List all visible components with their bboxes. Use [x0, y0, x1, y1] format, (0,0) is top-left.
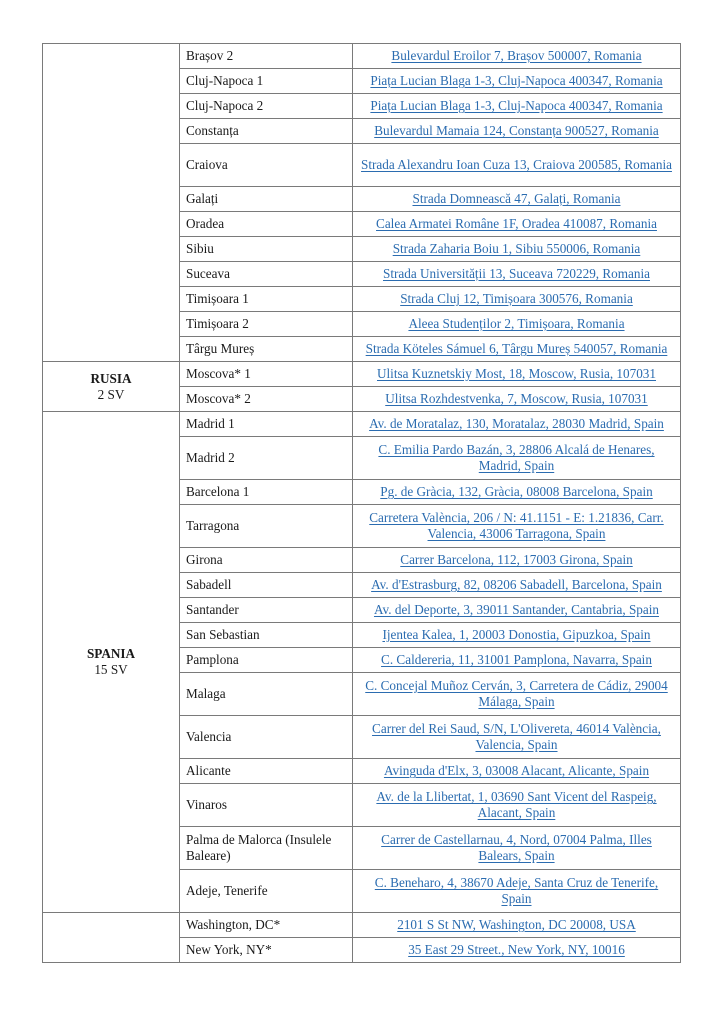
address-cell [353, 623, 681, 648]
address-link[interactable]: Aleea Studenților 2, Timișoara, Romania [408, 316, 625, 331]
address-link[interactable]: Piața Lucian Blaga 1-3, Cluj-Napoca 400347, Romania [370, 73, 663, 88]
consulates-table [42, 43, 681, 963]
city-cell: Palma de Malorca (Insulele Baleare) [180, 827, 353, 870]
city-cell: Craiova [180, 144, 353, 187]
address-cell [353, 144, 681, 187]
city-cell: Oradea [180, 212, 353, 237]
city-cell: Cluj-Napoca 2 [180, 94, 353, 119]
city-cell: Girona [180, 548, 353, 573]
address-cell [353, 827, 681, 870]
city-cell: Constanța [180, 119, 353, 144]
city-cell: Barcelona 1 [180, 480, 353, 505]
address-cell [353, 119, 681, 144]
address-link[interactable]: Strada Universității 13, Suceava 720229, Romania [383, 266, 650, 281]
address-link[interactable]: C. Concejal Muñoz Cerván, 3, Carretera de Cádiz, 29004 Málaga, Spain [365, 678, 668, 709]
city-cell: San Sebastian [180, 623, 353, 648]
city-cell: Timișoara 1 [180, 287, 353, 312]
table-row [43, 412, 681, 437]
address-link[interactable]: C. Emilia Pardo Bazán, 3, 28806 Alcalá de Henares, Madrid, Spain [378, 442, 655, 473]
address-link[interactable]: C. Caldereria, 11, 31001 Pamplona, Navarra, Spain [381, 652, 652, 667]
address-link[interactable]: Strada Cluj 12, Timișoara 300576, Romania [400, 291, 633, 306]
address-link[interactable]: Piața Lucian Blaga 1-3, Cluj-Napoca 400347, Romania [370, 98, 663, 113]
address-link[interactable]: Av. d'Estrasburg, 82, 08206 Sabadell, Barcelona, Spain [371, 577, 662, 592]
city-cell: Madrid 1 [180, 412, 353, 437]
address-link[interactable]: Carrer del Rei Saud, S/N, L'Olivereta, 46014 València, Valencia, Spain [372, 721, 661, 752]
address-link[interactable]: C. Beneharo, 4, 38670 Adeje, Santa Cruz de Tenerife, Spain [374, 875, 659, 906]
address-link[interactable]: Carretera València, 206 / N: 41.1151 - E: 1.21836, Carr. Valencia, 43006 Tarragona, Spain [369, 510, 664, 541]
address-cell [353, 287, 681, 312]
address-link[interactable]: Bulevardul Mamaia 124, Constanța 900527, Romania [374, 123, 659, 138]
address-cell [353, 480, 681, 505]
address-cell [353, 870, 681, 913]
city-cell: Sabadell [180, 573, 353, 598]
city-cell: Galați [180, 187, 353, 212]
address-link[interactable]: Ijentea Kalea, 1, 20003 Donostia, Gipuzkoa, Spain [382, 627, 651, 642]
address-link[interactable]: Pg. de Gràcia, 132, Gràcia, 08008 Barcelona, Spain [380, 484, 653, 499]
address-link[interactable]: Av. del Deporte, 3, 39011 Santander, Cantabria, Spain [373, 602, 659, 617]
address-link[interactable]: Strada Alexandru Ioan Cuza 13, Craiova 200585, Romania [361, 157, 672, 172]
address-link[interactable]: Avinguda d'Elx, 3, 03008 Alacant, Alicante, Spain [383, 763, 650, 778]
address-link[interactable]: Strada Köteles Sámuel 6, Târgu Mureș 540057, Romania [365, 341, 668, 356]
address-link[interactable]: Carrer Barcelona, 112, 17003 Girona, Spain [400, 552, 633, 567]
address-cell [353, 187, 681, 212]
table-row [43, 44, 681, 69]
address-cell [353, 337, 681, 362]
address-link[interactable]: Ulitsa Kuznetskiy Most, 18, Moscow, Rusia, 107031 [376, 366, 656, 381]
city-cell: Washington, DC* [180, 913, 353, 938]
address-cell [353, 784, 681, 827]
consulate-count: 2 SV [97, 386, 125, 402]
city-cell: New York, NY* [180, 938, 353, 963]
city-cell: Malaga [180, 673, 353, 716]
city-cell: Alicante [180, 759, 353, 784]
table-body [43, 44, 681, 963]
address-cell [353, 387, 681, 412]
address-cell [353, 759, 681, 784]
country-cell [43, 913, 180, 963]
country-name: SPANIA [86, 646, 136, 661]
address-cell [353, 648, 681, 673]
address-cell [353, 938, 681, 963]
address-link[interactable]: 2101 S St NW, Washington, DC 20008, USA [397, 917, 636, 932]
city-cell: Moscova* 1 [180, 362, 353, 387]
address-cell [353, 412, 681, 437]
city-cell: Timișoara 2 [180, 312, 353, 337]
address-cell [353, 262, 681, 287]
address-link[interactable]: Strada Domnească 47, Galați, Romania [412, 191, 621, 206]
city-cell: Cluj-Napoca 1 [180, 69, 353, 94]
address-cell [353, 212, 681, 237]
address-link[interactable]: 35 East 29 Street., New York, NY, 10016 [408, 942, 625, 957]
address-cell [353, 69, 681, 94]
country-cell [43, 44, 180, 362]
address-cell [353, 673, 681, 716]
address-link[interactable]: Av. de Moratalaz, 130, Moratalaz, 28030 Madrid, Spain [369, 416, 664, 431]
address-cell [353, 437, 681, 480]
city-cell: Suceava [180, 262, 353, 287]
table-row [43, 913, 681, 938]
address-link[interactable]: Av. de la Llibertat, 1, 03690 Sant Vicent del Raspeig, Alacant, Spain [376, 789, 657, 820]
city-cell: Brașov 2 [180, 44, 353, 69]
address-link[interactable]: Ulitsa Rozhdestvenka, 7, Moscow, Rusia, 107031 [385, 391, 648, 406]
country-cell [43, 412, 180, 913]
address-cell [353, 312, 681, 337]
address-cell [353, 505, 681, 548]
city-cell: Madrid 2 [180, 437, 353, 480]
city-cell: Vinaros [180, 784, 353, 827]
city-cell: Tarragona [180, 505, 353, 548]
address-cell [353, 913, 681, 938]
consulate-count: 15 SV [94, 662, 128, 677]
address-cell [353, 94, 681, 119]
address-cell [353, 573, 681, 598]
country-cell [43, 362, 180, 412]
city-cell: Valencia [180, 716, 353, 759]
city-cell: Târgu Mureș [180, 337, 353, 362]
address-cell [353, 362, 681, 387]
address-link[interactable]: Calea Armatei Române 1F, Oradea 410087, Romania [376, 216, 657, 231]
city-cell: Adeje, Tenerife [180, 870, 353, 913]
address-cell [353, 237, 681, 262]
city-cell: Santander [180, 598, 353, 623]
address-cell [353, 716, 681, 759]
city-cell: Moscova* 2 [180, 387, 353, 412]
address-cell [353, 44, 681, 69]
city-cell: Pamplona [180, 648, 353, 673]
table-row [43, 362, 681, 387]
city-cell: Sibiu [180, 237, 353, 262]
address-link[interactable]: Bulevardul Eroilor 7, Brașov 500007, Romania [391, 48, 642, 63]
country-name: RUSIA [90, 370, 132, 386]
address-cell [353, 548, 681, 573]
address-link[interactable]: Strada Zaharia Boiu 1, Sibiu 550006, Romania [392, 241, 641, 256]
address-link[interactable]: Carrer de Castellarnau, 4, Nord, 07004 Palma, Illes Balears, Spain [381, 832, 652, 863]
address-cell [353, 598, 681, 623]
